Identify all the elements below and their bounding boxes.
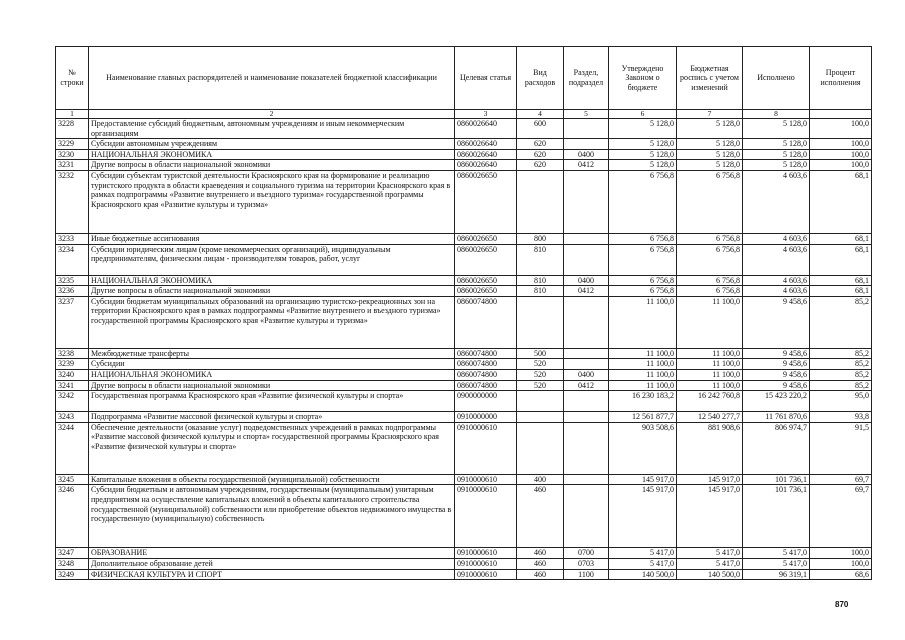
row-executed: 5 417,0	[743, 558, 810, 569]
row-target-article: 0860074800	[455, 296, 517, 348]
row-expense-type	[517, 296, 564, 348]
row-executed: 806 974,7	[743, 422, 810, 474]
row-number: 3241	[56, 380, 89, 391]
row-target-article: 0860026640	[455, 119, 517, 139]
row-number: 3235	[56, 275, 89, 286]
row-planned: 6 756,8	[677, 286, 743, 297]
row-number: 3249	[56, 569, 89, 580]
table-row	[56, 139, 872, 150]
row-executed: 4 603,6	[743, 170, 810, 233]
row-percent: 95,0	[810, 391, 872, 412]
row-target-article: 0860026650	[455, 244, 517, 275]
row-planned: 145 917,0	[677, 485, 743, 548]
row-expense-type: 520	[517, 380, 564, 391]
table-row	[56, 412, 872, 423]
row-executed: 4 603,6	[743, 233, 810, 244]
row-number: 3232	[56, 170, 89, 233]
row-executed: 101 736,1	[743, 474, 810, 485]
row-approved: 6 756,8	[609, 275, 677, 286]
row-executed: 15 423 220,2	[743, 391, 810, 412]
row-executed: 5 128,0	[743, 119, 810, 139]
header-num-8: 8	[743, 110, 810, 119]
row-planned: 6 756,8	[677, 244, 743, 275]
row-section	[564, 170, 609, 233]
row-percent: 100,0	[810, 139, 872, 150]
row-executed: 9 458,6	[743, 359, 810, 370]
row-percent: 85,2	[810, 380, 872, 391]
row-section: 0400	[564, 275, 609, 286]
row-expense-type: 810	[517, 244, 564, 275]
row-target-article: 0860026640	[455, 139, 517, 150]
row-section	[564, 359, 609, 370]
row-expense-type: 600	[517, 119, 564, 139]
row-planned: 145 917,0	[677, 474, 743, 485]
header-target-article: Целевая статья	[455, 47, 517, 110]
row-section	[564, 233, 609, 244]
row-approved: 903 508,6	[609, 422, 677, 474]
row-executed: 5 128,0	[743, 149, 810, 160]
row-target-article: 0860026650	[455, 275, 517, 286]
row-name: Субсидии бюджетным и автономным учреждениям, государственным (муниципальным) унитарным предприятиям на осуществление капитальных вложений в объекты капитального строительства государственной (муниципальной) собственности или приобретение объектов недвижимого имущества в государственную (муниципальную) собственность	[89, 485, 455, 548]
row-number: 3236	[56, 286, 89, 297]
row-percent: 100,0	[810, 119, 872, 139]
row-number: 3231	[56, 160, 89, 171]
table-header	[56, 47, 872, 119]
row-name: Другие вопросы в области национальной экономики	[89, 380, 455, 391]
row-number: 3245	[56, 474, 89, 485]
row-name: ФИЗИЧЕСКАЯ КУЛЬТУРА И СПОРТ	[89, 569, 455, 580]
table-row	[56, 348, 872, 359]
table-row	[56, 391, 872, 412]
row-executed: 11 761 870,6	[743, 412, 810, 423]
row-executed: 96 319,1	[743, 569, 810, 580]
row-number: 3243	[56, 412, 89, 423]
header-planned: Бюджетная роспись с учетом изменений	[677, 47, 743, 110]
row-percent: 100,0	[810, 548, 872, 559]
row-planned: 6 756,8	[677, 275, 743, 286]
row-percent: 85,2	[810, 296, 872, 348]
row-expense-type: 810	[517, 286, 564, 297]
row-expense-type: 620	[517, 139, 564, 150]
header-num-5: 5	[564, 110, 609, 119]
row-approved: 11 100,0	[609, 369, 677, 380]
header-expense-type: Вид расходов	[517, 47, 564, 110]
row-approved: 11 100,0	[609, 348, 677, 359]
row-target-article: 0860074800	[455, 380, 517, 391]
row-percent: 93,8	[810, 412, 872, 423]
row-expense-type: 520	[517, 359, 564, 370]
row-approved: 5 128,0	[609, 119, 677, 139]
row-executed: 4 603,6	[743, 275, 810, 286]
row-target-article: 0860074800	[455, 348, 517, 359]
row-number: 3230	[56, 149, 89, 160]
row-percent: 68,1	[810, 286, 872, 297]
row-target-article: 0910000610	[455, 569, 517, 580]
table-row	[56, 380, 872, 391]
row-approved: 6 756,8	[609, 244, 677, 275]
table-row	[56, 369, 872, 380]
table-row	[56, 160, 872, 171]
row-section: 0412	[564, 380, 609, 391]
header-executed: Исполнено	[743, 47, 810, 110]
row-approved: 6 756,8	[609, 286, 677, 297]
row-name: Государственная программа Красноярского края «Развитие физической культуры и спорта»	[89, 391, 455, 412]
row-approved: 6 756,8	[609, 233, 677, 244]
row-section: 0400	[564, 149, 609, 160]
table-row	[56, 286, 872, 297]
row-executed: 5 417,0	[743, 548, 810, 559]
row-expense-type: 460	[517, 485, 564, 548]
row-target-article: 0910000610	[455, 485, 517, 548]
header-num-6: 6	[609, 110, 677, 119]
row-planned: 11 100,0	[677, 380, 743, 391]
row-number: 3246	[56, 485, 89, 548]
row-name: Межбюджетные трансферты	[89, 348, 455, 359]
row-planned: 881 908,6	[677, 422, 743, 474]
row-expense-type: 810	[517, 275, 564, 286]
row-name: Другие вопросы в области национальной экономики	[89, 160, 455, 171]
row-expense-type	[517, 412, 564, 423]
row-executed: 5 128,0	[743, 139, 810, 150]
row-number: 3240	[56, 369, 89, 380]
row-section	[564, 244, 609, 275]
row-planned: 6 756,8	[677, 233, 743, 244]
row-approved: 5 128,0	[609, 139, 677, 150]
table-row	[56, 558, 872, 569]
row-percent: 68,1	[810, 170, 872, 233]
row-name: Обеспечение деятельности (оказание услуг) подведомственных учреждений в рамках подпрограммы «Развитие массовой физической культуры и спорта» государственной программы Красноярского края «Развитие физической культуры и спорта»	[89, 422, 455, 474]
row-section: 1100	[564, 569, 609, 580]
header-num-4: 4	[517, 110, 564, 119]
row-executed: 9 458,6	[743, 369, 810, 380]
row-name: Субсидии автономным учреждениям	[89, 139, 455, 150]
row-name: Капитальные вложения в объекты государственной (муниципальной) собственности	[89, 474, 455, 485]
row-percent: 100,0	[810, 149, 872, 160]
row-approved: 145 917,0	[609, 474, 677, 485]
row-number: 3238	[56, 348, 89, 359]
row-expense-type: 800	[517, 233, 564, 244]
table-row	[56, 474, 872, 485]
table-row	[56, 275, 872, 286]
row-planned: 5 128,0	[677, 119, 743, 139]
table-row	[56, 149, 872, 160]
row-number: 3248	[56, 558, 89, 569]
row-section	[564, 412, 609, 423]
row-section	[564, 485, 609, 548]
table-row	[56, 485, 872, 548]
header-num-7: 7	[677, 110, 743, 119]
row-number: 3247	[56, 548, 89, 559]
row-target-article: 0910000610	[455, 422, 517, 474]
row-name: НАЦИОНАЛЬНАЯ ЭКОНОМИКА	[89, 275, 455, 286]
row-number: 3239	[56, 359, 89, 370]
row-section	[564, 119, 609, 139]
row-percent: 68,6	[810, 569, 872, 580]
row-approved: 11 100,0	[609, 380, 677, 391]
row-planned: 5 417,0	[677, 548, 743, 559]
row-expense-type: 620	[517, 160, 564, 171]
row-expense-type: 460	[517, 548, 564, 559]
row-approved: 16 230 183,2	[609, 391, 677, 412]
row-section	[564, 391, 609, 412]
row-number: 3229	[56, 139, 89, 150]
row-planned: 12 540 277,7	[677, 412, 743, 423]
row-percent: 69,7	[810, 485, 872, 548]
row-name: Субсидии бюджетам муниципальных образований на организацию туристско-рекреационных зон на территории Красноярского края в рамках подпрограммы «Развитие внутреннего и въездного туризма» государственной программы Красноярского края «Развитие культуры и туризма»	[89, 296, 455, 348]
row-expense-type: 460	[517, 569, 564, 580]
row-section: 0700	[564, 548, 609, 559]
table-row	[56, 233, 872, 244]
header-percent: Процент исполнения	[810, 47, 872, 110]
row-target-article: 0860026640	[455, 160, 517, 171]
row-executed: 5 128,0	[743, 160, 810, 171]
budget-report-sheet	[55, 46, 871, 580]
table-row	[56, 296, 872, 348]
row-expense-type	[517, 391, 564, 412]
row-number: 3237	[56, 296, 89, 348]
row-approved: 5 128,0	[609, 160, 677, 171]
row-name: Другие вопросы в области национальной экономики	[89, 286, 455, 297]
row-target-article: 0910000610	[455, 548, 517, 559]
row-expense-type: 500	[517, 348, 564, 359]
row-section	[564, 296, 609, 348]
row-section	[564, 474, 609, 485]
table-row	[56, 119, 872, 139]
row-planned: 11 100,0	[677, 348, 743, 359]
table-row	[56, 359, 872, 370]
row-number: 3233	[56, 233, 89, 244]
row-number: 3228	[56, 119, 89, 139]
row-percent: 85,2	[810, 348, 872, 359]
header-row-number: № строки	[56, 47, 89, 110]
budget-table	[55, 46, 872, 580]
row-section: 0400	[564, 369, 609, 380]
row-planned: 16 242 760,8	[677, 391, 743, 412]
row-approved: 5 417,0	[609, 558, 677, 569]
row-expense-type: 620	[517, 149, 564, 160]
row-target-article: 0910000610	[455, 474, 517, 485]
row-planned: 11 100,0	[677, 369, 743, 380]
row-planned: 5 417,0	[677, 558, 743, 569]
row-percent: 68,1	[810, 244, 872, 275]
row-name: ОБРАЗОВАНИЕ	[89, 548, 455, 559]
row-expense-type	[517, 170, 564, 233]
row-name: Субсидии	[89, 359, 455, 370]
row-name: НАЦИОНАЛЬНАЯ ЭКОНОМИКА	[89, 149, 455, 160]
row-percent: 85,2	[810, 359, 872, 370]
row-planned: 5 128,0	[677, 160, 743, 171]
row-section	[564, 139, 609, 150]
row-percent: 100,0	[810, 160, 872, 171]
row-planned: 6 756,8	[677, 170, 743, 233]
row-expense-type: 460	[517, 558, 564, 569]
row-target-article: 0860026650	[455, 170, 517, 233]
row-percent: 69,7	[810, 474, 872, 485]
row-target-article: 0910000610	[455, 558, 517, 569]
row-approved: 5 128,0	[609, 149, 677, 160]
row-planned: 140 500,0	[677, 569, 743, 580]
table-row	[56, 244, 872, 275]
row-planned: 11 100,0	[677, 296, 743, 348]
page-number: 870	[835, 600, 849, 609]
row-percent: 68,1	[810, 233, 872, 244]
header-name: Наименование главных распорядителей и наименование показателей бюджетной классификации	[89, 47, 455, 110]
row-name: Дополнительное образование детей	[89, 558, 455, 569]
row-executed: 9 458,6	[743, 296, 810, 348]
row-percent: 100,0	[810, 558, 872, 569]
header-num-blank	[810, 110, 872, 119]
row-planned: 11 100,0	[677, 359, 743, 370]
row-name: Иные бюджетные ассигнования	[89, 233, 455, 244]
row-number: 3244	[56, 422, 89, 474]
header-num-1: 1	[56, 110, 89, 119]
row-name: Подпрограмма «Развитие массовой физической культуры и спорта»	[89, 412, 455, 423]
row-expense-type: 400	[517, 474, 564, 485]
row-name: НАЦИОНАЛЬНАЯ ЭКОНОМИКА	[89, 369, 455, 380]
row-section: 0412	[564, 160, 609, 171]
header-section: Раздел, подраздел	[564, 47, 609, 110]
row-target-article: 0900000000	[455, 391, 517, 412]
row-expense-type	[517, 422, 564, 474]
row-approved: 6 756,8	[609, 170, 677, 233]
header-num-3: 3	[455, 110, 517, 119]
row-section: 0703	[564, 558, 609, 569]
row-section: 0412	[564, 286, 609, 297]
row-approved: 5 417,0	[609, 548, 677, 559]
header-num-2: 2	[89, 110, 455, 119]
row-target-article: 0860026640	[455, 149, 517, 160]
row-number: 3242	[56, 391, 89, 412]
row-section	[564, 422, 609, 474]
row-number: 3234	[56, 244, 89, 275]
row-executed: 101 736,1	[743, 485, 810, 548]
row-name: Субсидии юридическим лицам (кроме некоммерческих организаций), индивидуальным предпринимателям, физическим лицам - производителям товаров, работ, услуг	[89, 244, 455, 275]
row-name: Предоставление субсидий бюджетным, автономным учреждениям и иным некоммерческим организациям	[89, 119, 455, 139]
row-target-article: 0860074800	[455, 369, 517, 380]
row-target-article: 0860074800	[455, 359, 517, 370]
row-executed: 9 458,6	[743, 348, 810, 359]
row-executed: 4 603,6	[743, 244, 810, 275]
row-name: Субсидии субъектам туристской деятельности Красноярского края на формирование и реализацию туристского продукта в области краеведения и социального туризма на территории Красноярского края в рамках подпрограммы «Развитие внутреннего и въездного туризма» государственной программы Красноярского края «Развитие культуры и туризма»	[89, 170, 455, 233]
row-approved: 11 100,0	[609, 359, 677, 370]
table-row	[56, 422, 872, 474]
row-target-article: 0860026650	[455, 233, 517, 244]
row-target-article: 0860026650	[455, 286, 517, 297]
row-expense-type: 520	[517, 369, 564, 380]
row-planned: 5 128,0	[677, 139, 743, 150]
row-executed: 9 458,6	[743, 380, 810, 391]
header-approved: Утверждено Законом о бюджете	[609, 47, 677, 110]
table-row	[56, 569, 872, 580]
row-target-article: 0910000000	[455, 412, 517, 423]
row-section	[564, 348, 609, 359]
table-row	[56, 548, 872, 559]
row-percent: 68,1	[810, 275, 872, 286]
row-percent: 85,2	[810, 369, 872, 380]
row-planned: 5 128,0	[677, 149, 743, 160]
row-executed: 4 603,6	[743, 286, 810, 297]
row-percent: 91,5	[810, 422, 872, 474]
row-approved: 145 917,0	[609, 485, 677, 548]
row-approved: 11 100,0	[609, 296, 677, 348]
table-row	[56, 170, 872, 233]
table-body	[56, 119, 872, 580]
row-approved: 12 561 877,7	[609, 412, 677, 423]
row-approved: 140 500,0	[609, 569, 677, 580]
